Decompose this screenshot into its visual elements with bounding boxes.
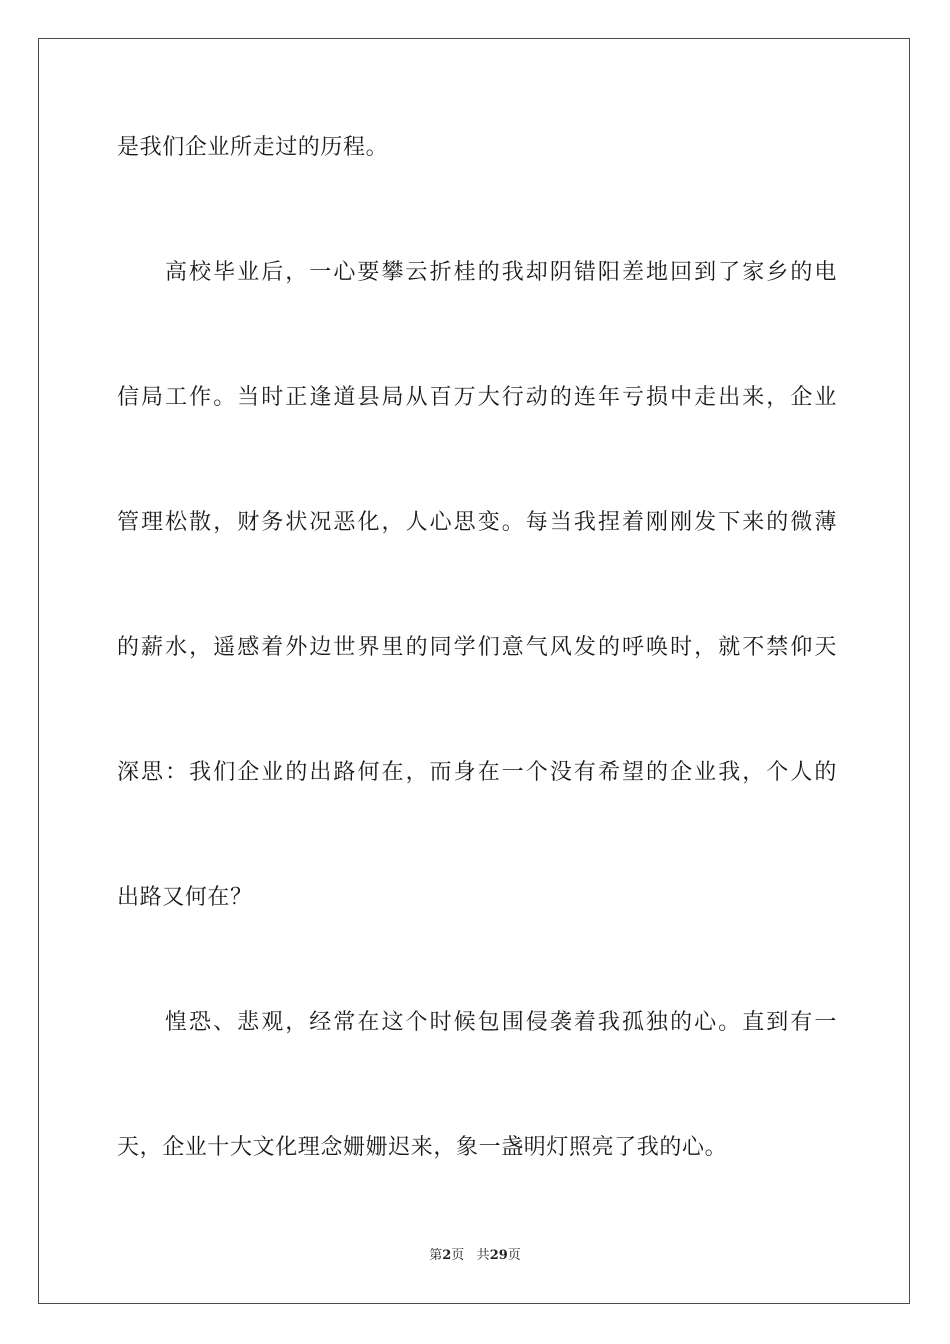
body-line-6: 深思：我们企业的出路何在，而身在一个没有希望的企业我，个人的	[117, 760, 837, 785]
body-line-8: 惶恐、悲观，经常在这个时候包围侵袭着我孤独的心。直到有一	[165, 1010, 837, 1035]
body-line-9: 天，企业十大文化理念姗姗迟来，象一盏明灯照亮了我的心。	[117, 1135, 728, 1160]
page-footer	[0, 1247, 950, 1265]
footer-page-number: 2	[442, 1248, 452, 1263]
body-line-4: 管理松散，财务状况恶化，人心思变。每当我捏着刚刚发下来的微薄	[117, 510, 837, 535]
footer-page-prefix: 第	[429, 1248, 443, 1263]
body-line-5: 的薪水，遥感着外边世界里的同学们意气风发的呼唤时，就不禁仰天	[117, 635, 837, 660]
footer-total-suffix: 页	[507, 1248, 521, 1263]
body-line-3: 信局工作。当时正逢道县局从百万大行动的连年亏损中走出来，企业	[117, 385, 837, 410]
body-line-7: 出路又何在？	[117, 885, 253, 910]
body-line-1: 是我们企业所走过的历程。	[117, 135, 389, 160]
footer-total-pages: 29	[489, 1248, 508, 1263]
page-border	[38, 38, 910, 1304]
body-line-2: 高校毕业后，一心要攀云折桂的我却阴错阳差地回到了家乡的电	[165, 260, 837, 285]
footer-page-suffix: 页	[451, 1248, 465, 1263]
footer-total-prefix: 共	[476, 1248, 490, 1263]
